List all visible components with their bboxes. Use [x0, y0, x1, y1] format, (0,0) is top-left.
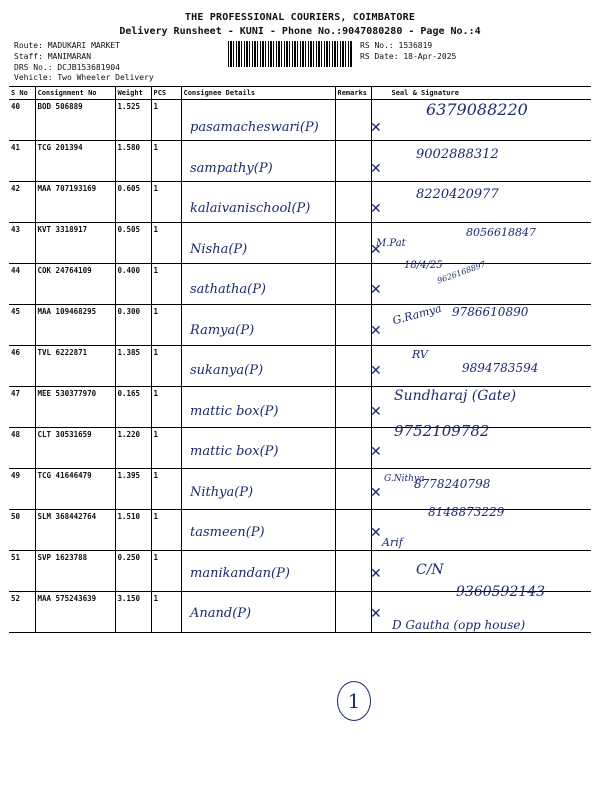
cell-pcs: 1: [151, 469, 181, 510]
cell-pcs: 1: [151, 182, 181, 223]
cell-remarks-box: [335, 305, 371, 346]
page-mark-circle: 1: [337, 681, 371, 721]
cell-pcs: 1: [151, 141, 181, 182]
cross-mark-icon: ✕: [370, 282, 382, 298]
cell-remarks-box: [335, 469, 371, 510]
col-header-pcs: PCS: [151, 87, 181, 100]
signature-handwritten: 18/4/25: [404, 260, 443, 271]
cell-pcs: 1: [151, 592, 181, 633]
signature-handwritten: 8778240798: [414, 476, 491, 491]
cross-mark-icon: ✕: [370, 606, 382, 622]
cell-sno: 46: [9, 346, 35, 387]
cell-sno: 44: [9, 264, 35, 305]
signature-handwritten: 9786610890: [452, 304, 529, 319]
runsheet-subtitle: Delivery Runsheet - KUNI - Phone No.:9047080280 - Page No.:4: [119, 26, 481, 37]
consignee-handwritten: Nisha(P): [190, 241, 248, 257]
row44-extra-phone: 9626168897: [435, 259, 487, 286]
cell-weight: 1.580: [115, 141, 151, 182]
consignee-handwritten: Ramya(P): [190, 322, 255, 338]
signature-handwritten: C/N: [416, 561, 444, 578]
cell-pcs: 1: [151, 305, 181, 346]
cell-sno: 45: [9, 305, 35, 346]
signature-handwritten: 9002888312: [416, 146, 499, 162]
consignee-handwritten: sathatha(P): [190, 282, 267, 297]
vehicle-label: Vehicle: Two Wheeler Delivery: [14, 73, 154, 82]
table-row: [9, 264, 591, 305]
cell-sno: 40: [9, 100, 35, 141]
cell-remarks-box: [335, 182, 371, 223]
consignee-handwritten: tasmeen(P): [190, 525, 265, 540]
cell-consignment: MAA 109468295: [35, 305, 115, 346]
cell-pcs: 1: [151, 346, 181, 387]
cell-sno: 52: [9, 592, 35, 633]
cell-weight: 3.150: [115, 592, 151, 633]
cell-weight: 0.505: [115, 223, 151, 264]
col-header-consignment: Consignment No: [35, 87, 115, 100]
staff-label: Staff: MANIMARAN: [14, 52, 92, 61]
cell-remarks-box: [335, 346, 371, 387]
consignee-handwritten: sampathy(P): [190, 160, 273, 176]
consignee-handwritten: mattic box(P): [190, 403, 279, 419]
cell-sno: 49: [9, 469, 35, 510]
cell-pcs: 1: [151, 100, 181, 141]
cell-consignment: TCG 201394: [35, 141, 115, 182]
row49-prefix: G.Nithya: [384, 474, 425, 484]
cell-consignment: CLT 30531659: [35, 428, 115, 469]
cell-remarks-box: [335, 428, 371, 469]
col-header-weight: Weight: [115, 87, 151, 100]
cell-sno: 42: [9, 182, 35, 223]
cell-weight: 0.605: [115, 182, 151, 223]
barcode: [228, 41, 352, 67]
row45-prefix: G.Ramya: [391, 301, 444, 328]
cell-pcs: 1: [151, 551, 181, 592]
cell-weight: 0.250: [115, 551, 151, 592]
table-row: [9, 469, 591, 510]
cell-consignment: BOD 506889: [35, 100, 115, 141]
signature-handwritten: 9894783594: [462, 361, 539, 375]
table-row: [9, 141, 591, 182]
cell-weight: 1.525: [115, 100, 151, 141]
cell-consignment: TVL 6222871: [35, 346, 115, 387]
cell-remarks-box: [335, 592, 371, 633]
cell-weight: 0.400: [115, 264, 151, 305]
row46-prefix: RV: [412, 348, 428, 361]
row52-extra-note: D Gautha (opp house): [392, 618, 526, 632]
cell-consignment: COK 24764109: [35, 264, 115, 305]
cell-weight: 0.300: [115, 305, 151, 346]
drs-label: DRS No.: DCJB153681904: [14, 63, 120, 72]
cell-weight: 1.220: [115, 428, 151, 469]
consignee-handwritten: kalaivanischool(P): [190, 201, 311, 216]
cross-mark-icon: ✕: [370, 201, 382, 217]
company-title: THE PROFESSIONAL COURIERS, COIMBATORE: [184, 12, 416, 23]
cross-mark-icon: ✕: [370, 525, 382, 541]
cross-mark-icon: ✕: [370, 322, 382, 339]
cell-pcs: 1: [151, 264, 181, 305]
cross-mark-icon: ✕: [370, 565, 382, 582]
cell-sno: 43: [9, 223, 35, 264]
table-header-row: [9, 87, 591, 100]
cell-remarks-box: [335, 551, 371, 592]
cell-sno: 48: [9, 428, 35, 469]
cell-sno: 41: [9, 141, 35, 182]
cell-pcs: 1: [151, 428, 181, 469]
cell-consignment: SVP 1623788: [35, 551, 115, 592]
cell-weight: 1.395: [115, 469, 151, 510]
cell-consignment: MAA 707193169: [35, 182, 115, 223]
cell-sno: 47: [9, 387, 35, 428]
signature-handwritten: 8148873229: [428, 505, 505, 519]
col-header-consignee: Consignee Details: [181, 87, 335, 100]
cross-mark-icon: ✕: [370, 363, 382, 379]
row43-prefix: M.Pat: [376, 238, 406, 249]
rs-number: RS No.: 1536819: [360, 41, 433, 50]
consignee-handwritten: manikandan(P): [190, 565, 290, 581]
cross-mark-icon: ✕: [370, 444, 382, 460]
cell-remarks-box: [335, 141, 371, 182]
cell-remarks-box: [335, 510, 371, 551]
consignee-handwritten: pasamacheswari(P): [190, 120, 319, 135]
cell-sno: 50: [9, 510, 35, 551]
cross-mark-icon: ✕: [370, 484, 382, 501]
rs-date: RS Date: 18-Apr-2025: [360, 52, 457, 61]
cell-remarks-box: [335, 264, 371, 305]
cell-weight: 1.385: [115, 346, 151, 387]
cross-mark-icon: ✕: [370, 241, 382, 258]
signature-handwritten: Sundharaj (Gate): [394, 387, 517, 404]
cell-remarks-box: [335, 100, 371, 141]
cell-pcs: 1: [151, 223, 181, 264]
cell-consignment: SLM 368442764: [35, 510, 115, 551]
cross-mark-icon: ✕: [370, 160, 382, 177]
col-header-remarks: Remarks: [335, 87, 371, 100]
cell-consignment: MAA 575243639: [35, 592, 115, 633]
signature-handwritten: 9360592143: [456, 584, 546, 600]
signature-handwritten: 9752109782: [394, 422, 490, 440]
cell-remarks-box: [335, 223, 371, 264]
cell-weight: 0.165: [115, 387, 151, 428]
table-row: [9, 428, 591, 469]
cell-weight: 1.510: [115, 510, 151, 551]
cell-consignment: MEE 530377970: [35, 387, 115, 428]
row50-prefix: Arif: [382, 536, 403, 549]
cell-consignment: TCG 41646479: [35, 469, 115, 510]
consignee-handwritten: Anand(P): [190, 606, 252, 621]
cell-consignment: KVT 3318917: [35, 223, 115, 264]
cross-mark-icon: ✕: [370, 403, 382, 420]
consignee-handwritten: sukanya(P): [190, 363, 264, 378]
runsheet-table: [9, 86, 591, 633]
col-header-sno: S No: [9, 87, 35, 100]
route-label: Route: MADUKARI MARKET: [14, 41, 120, 50]
cell-remarks-box: [335, 387, 371, 428]
cross-mark-icon: ✕: [370, 120, 382, 136]
cell-sno: 51: [9, 551, 35, 592]
col-header-signature: Seal & Signature: [371, 87, 591, 100]
signature-handwritten: 6379088220: [426, 100, 528, 119]
signature-handwritten: 8056618847: [466, 225, 536, 239]
cell-pcs: 1: [151, 510, 181, 551]
consignee-handwritten: mattic box(P): [190, 444, 279, 459]
cell-pcs: 1: [151, 387, 181, 428]
consignee-handwritten: Nithya(P): [190, 484, 254, 500]
signature-handwritten: 8220420977: [416, 187, 499, 202]
